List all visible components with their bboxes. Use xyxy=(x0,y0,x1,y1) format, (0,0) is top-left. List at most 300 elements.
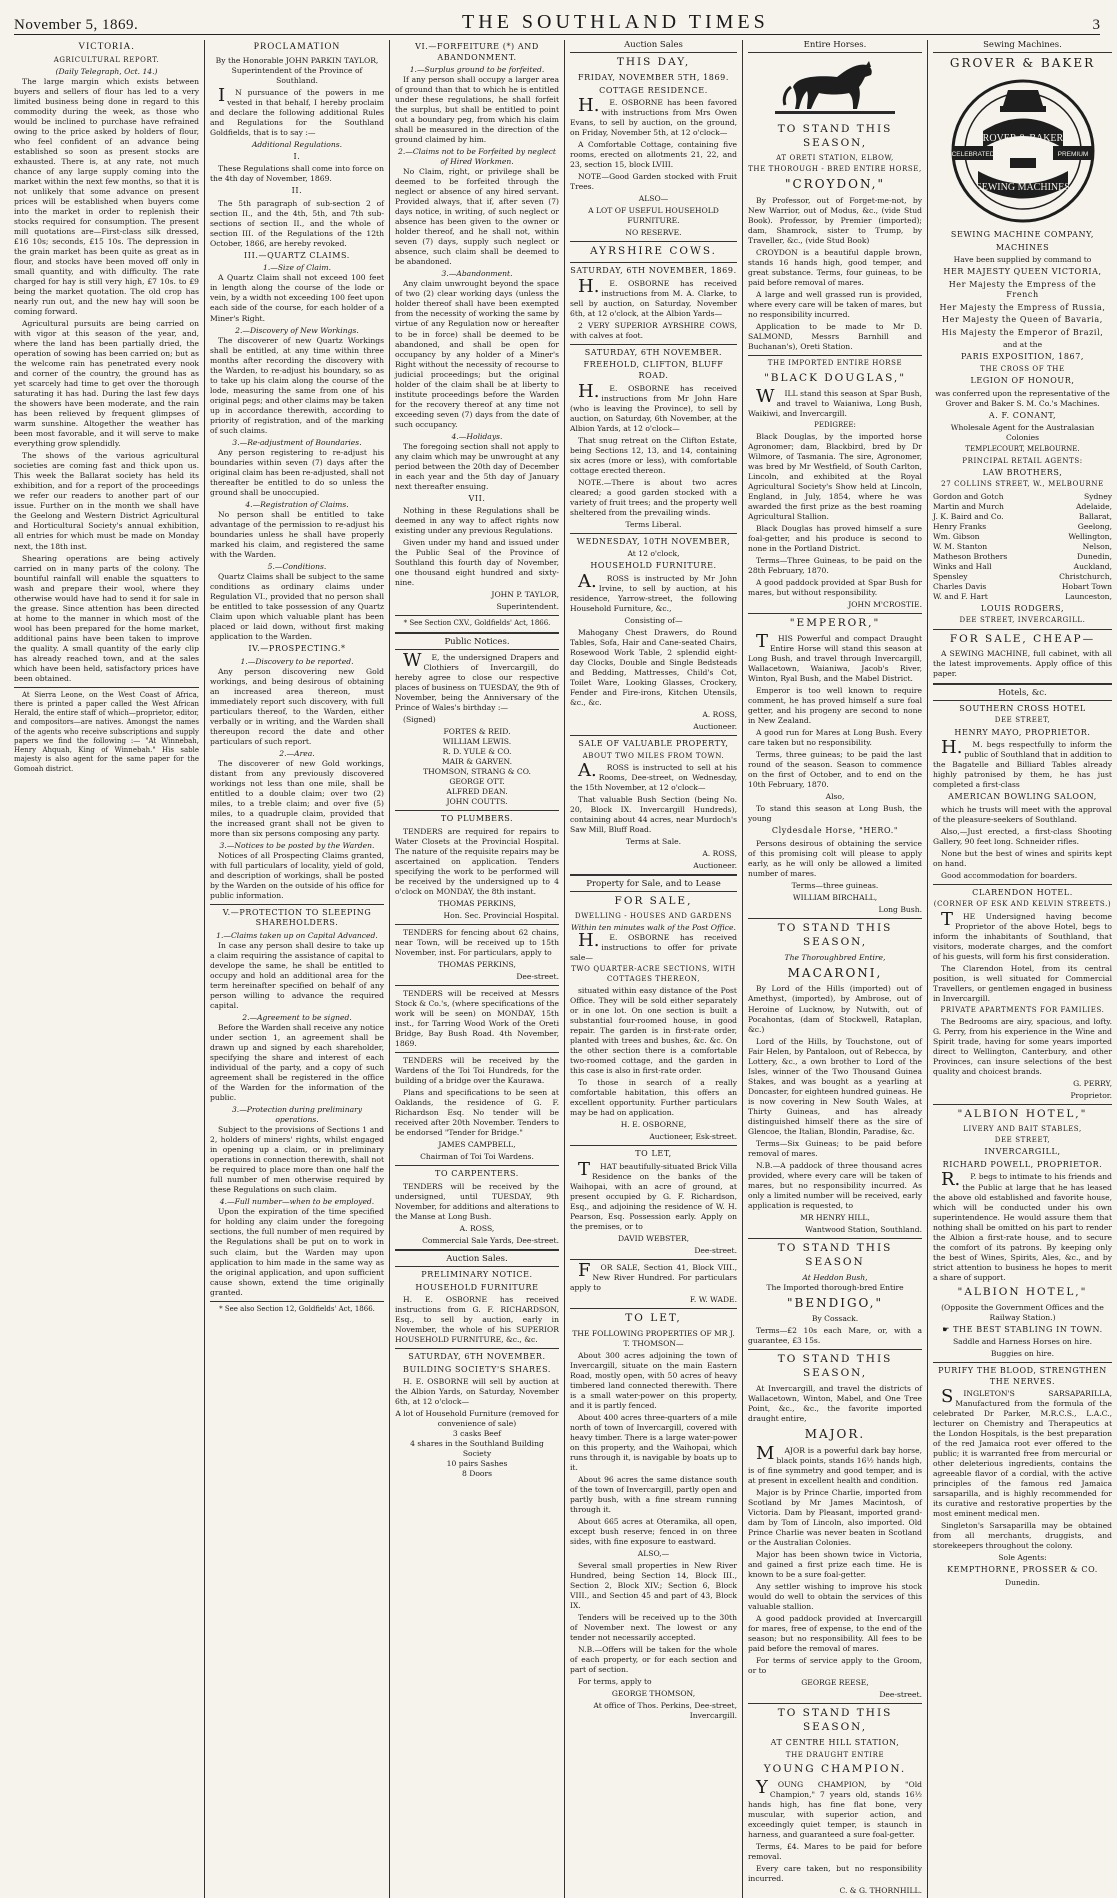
hotel-name: CLARENDON HOTEL. xyxy=(972,887,1073,897)
divider xyxy=(395,810,559,811)
paragraph: Any claim unwrought beyond the space of two (2) clear working days (unless the holder thereof shall have been exempted from the necessity of working the same by virtue of any Regulation now or hereafter to be in force) shall be deemed to be abandoned, and shall be open for occupancy by any holder of a Miner's Right without the necessity of recourse to judicial proceedings; but the original holder of the claim shall be at liberty to institute proceedings before the Warden for the recovery thereof at any time not exceeding seven (7) days from the date of such occupancy. xyxy=(395,279,559,429)
ad-text: Saddle and Harness Horses on hire. xyxy=(952,1337,1093,1347)
agent-town: Hobart Town xyxy=(1061,581,1112,591)
paragraph: Shearing operations are being actively carried on in many parts of the colony. The bountiful rainfall will enable the squatters to wash and prepare their wool, where they otherwise would have had to send it for sale in the grease. Since attention has been directed at home to the manner in which most of the wool has been prepared for the home market, additional pains have been taken to improve the quality. A small quantity of the early clip has already reached town, and at the sales which have been held, satisfactory prices have been obtained. xyxy=(14,553,199,683)
agent-name: A. F. CONANT, xyxy=(988,410,1057,420)
signatory: FORTES & REID. xyxy=(443,727,511,737)
hotel-address: INVERCARGILL, xyxy=(984,1147,1061,1157)
agent: W. and F. Hart xyxy=(933,591,988,601)
notice-heading: TO STAND THIS SEASON, xyxy=(777,123,893,150)
divider xyxy=(748,918,922,919)
subsection-heading: 1.—Discovery to be reported. xyxy=(240,656,354,666)
ad-heading xyxy=(933,1325,1112,1336)
divider xyxy=(748,355,922,356)
list-item xyxy=(933,502,1112,512)
notice-heading: TO STAND THIS SEASON, xyxy=(777,921,893,948)
royal-patron: His Majesty the Emperor of Brazil, xyxy=(941,327,1104,337)
notice-text: H.E. OSBORNE has received instructions from M. A. Clarke, to sell by auction, on Saturday, November 6th, at 12 o'clock, at the Albion Yards— xyxy=(570,275,737,318)
paragraph: Upon the expiration of the time specified for holding any claim under the foregoing sections, the full number of men required by the Regulations shall be put on to work in such claim, but the Warden may upon application to him made in the same way as the original application, and upon sufficient cause shown, extend the time originally granted. xyxy=(210,1207,384,1297)
footnote: * See Section CXV., Goldfields' Act, 1866. xyxy=(403,619,551,628)
column-entire-horses xyxy=(742,40,927,1898)
paragraph: Any person discovering new Gold workings, and being desirous of obtaining an increased area thereon, must immediately report such discovery, with full particulars thereof, to the Warden, either verbally or in writing, and the Warden shall thereupon record the date and other particulars of such report. xyxy=(210,666,384,746)
notice-text: Consisting of— xyxy=(624,615,683,625)
section-number: VII. xyxy=(468,493,486,503)
notice-heading: TO STAND THIS SEASON, xyxy=(777,1353,893,1380)
signatory: GEORGE OTT. xyxy=(449,777,505,787)
ad-text: Good accommodation for boarders. xyxy=(941,870,1078,880)
paragraph: These Regulations shall come into force on the 4th day of November, 1869. xyxy=(210,164,384,184)
notice-heading: THIS DAY, xyxy=(616,56,691,69)
signature: GEORGE THOMSON, xyxy=(611,1689,696,1699)
masthead xyxy=(14,10,1100,35)
list-item: 4 shares in the Southland Building Society xyxy=(410,1439,544,1459)
subsection-heading: 4.—Full number—when to be employed. xyxy=(219,1197,375,1207)
divider xyxy=(933,1362,1112,1363)
horse-name: MAJOR. xyxy=(804,1427,866,1442)
notice-text: By Lord of the Hills (imported) out of Amethyst, (imported), by Ambrose, out of Heroine of Lucknow, by Nutwith, out of Pocahontas, (dam of Stockwell, Rataplan, &c.) xyxy=(748,984,922,1034)
notice-text: Emperor is too well known to require comment, he has proved himself a sure foal getter, and his progeny are second to none in New Zealand. xyxy=(748,686,922,726)
agent: Winks and Hall xyxy=(933,561,992,571)
column-forfeiture xyxy=(389,40,564,1898)
notice-text: TENDERS are required for repairs to Water Closets at the Provincial Hospital. The nature of the requisite repairs may be ascertained on application. Tenders specifying the work to be performed will be received by the undersigned up to 4 o'clock on MONDAY, the 8th instant. xyxy=(395,826,559,896)
section-heading: IV.—PROSPECTING.* xyxy=(248,644,346,653)
hotel-address: (CORNER OF ESK AND KELVIN STREETS.) xyxy=(933,900,1112,909)
stabling-label: THE BEST STABLING IN TOWN. xyxy=(953,1324,1103,1334)
notice-text: NO RESERVE. xyxy=(625,228,682,238)
notice-text: NOTE—Good Garden stocked with Fruit Trees. xyxy=(570,172,737,192)
signature: JOHN M'CROSTIE. xyxy=(848,600,922,610)
notice-text: Also, xyxy=(825,792,845,802)
list-item: 8 Doors xyxy=(461,1469,492,1479)
notice-text: A good paddock provided at Invercargill for mares, free of expense, to the end of the season; but no responsibility. All fees to be paid before the removal of mares. xyxy=(748,1614,922,1654)
section-heading: V.—PROTECTION TO SLEEPING SHAREHOLDERS. xyxy=(222,907,372,928)
paper-title: THE SOUTHLAND TIMES xyxy=(462,11,769,33)
signature-title: Long Bush. xyxy=(878,904,922,914)
paragraph: Quartz Claims shall be subject to the same conditions as ordinary claims under Regulation VI., provided that no person shall be entitled to take possession of any Quartz Claim upon which valuable plant has been placed or laid down, without first making application to the Warden. xyxy=(210,571,384,641)
section-heading: Additional Regulations. xyxy=(251,139,343,149)
signature: JOHN P. TAYLOR, xyxy=(491,590,559,600)
paragraph: No person shall be entitled to take advantage of the permission to re-adjust his boundaries unless he shall have properly marked his claim, and registered the same with the Warden. xyxy=(210,509,384,559)
notice-text: situated within easy distance of the Post Office. They will be sold either separately or in one lot. On one section is built a substantial four-roomed house, in good repair. The garden is in first-rate order, planted with trees and bushes, &c. &c. On the other section there is a comfortable two-roomed cottage, and the garden in this case is also in first-rate order. xyxy=(570,985,737,1075)
footnote: * See also Section 12, Goldfields' Act, 1866. xyxy=(219,1304,375,1313)
subsection-heading: 4.—Registration of Claims. xyxy=(245,499,349,509)
notice-heading: FOR SALE, xyxy=(614,895,693,908)
signature-title: Auctioneer. xyxy=(693,861,737,870)
section-banner: Sewing Machines. xyxy=(933,40,1112,53)
notice-subheading: THE IMPORTED ENTIRE HORSE xyxy=(767,359,903,368)
notice-subheading: AT ORETI STATION, ELBOW, xyxy=(776,153,894,162)
agent: Martin and Murch xyxy=(933,501,1004,511)
divider xyxy=(570,1259,737,1260)
list-item xyxy=(933,562,1112,572)
signature: WILLIAM BIRCHALL, xyxy=(792,892,878,902)
agent-town: Adelaide, xyxy=(1076,501,1112,511)
notice-text: Terms at Sale. xyxy=(625,836,682,846)
subsection-heading: 2.—Agreement to be signed. xyxy=(242,1013,352,1023)
list-item: 10 pairs Sashes xyxy=(446,1459,508,1469)
ad-text: TEMPLECOURT, MELBOURNE. xyxy=(965,445,1080,454)
notice-heading: TO STAND THIS SEASON, xyxy=(777,1707,893,1734)
paragraph: The foregoing section shall not apply to any claim which may be unwrought at any period between the 20th day of December in each year and the 5th day of January next thereafter ensuing. xyxy=(395,441,559,491)
column-proclamation xyxy=(204,40,389,1898)
notice-text: About 400 acres three-quarters of a mile north of town of Invercargill, covered with heavy timber. There is a large water-power on this property, and the Waihopai, which runs through it, is navigable by boats up to it. xyxy=(570,1412,737,1472)
royal-patron: Her Majesty the Queen of Bavaria, xyxy=(942,315,1103,325)
agent-address: 27 COLLINS STREET, W., MELBOURNE xyxy=(941,480,1104,489)
notice-text: Terms, three guineas; to be paid the last round of the season. Season to commence on the first of October, and to end on the 10th February, 1870. xyxy=(748,750,922,790)
agent-town: Christchurch, xyxy=(1059,571,1112,581)
ad-text: H.M. begs respectfully to inform the public of Southland that in addition to the Bagatelle and Billiard Tables already highly patronised by them, he has just completed a first-class xyxy=(933,737,1112,790)
list-item: 3 casks Beef xyxy=(452,1429,502,1439)
hotel-name: SOUTHERN CROSS HOTEL xyxy=(959,703,1086,713)
notice-subheading: The Thoroughbred Entire, xyxy=(784,952,886,962)
list-item xyxy=(933,592,1112,602)
notice-text: THAT beautifully-situated Brick Villa Residence on the banks of the Waihopai, with an acre of ground, at present occupied by G. F. Richardson, Esq., and adjoining the residence of W. H. Pearson, Esq. Possession early. Apply on the premises, or to xyxy=(570,1158,737,1231)
divider xyxy=(395,1052,559,1053)
divider xyxy=(933,884,1112,885)
notice-text: NOTE.—There is about two acres cleared; a good garden stocked with a variety of fruit trees; and the property well sheltered from the prevailing winds. xyxy=(570,477,737,517)
notice-heading: HOUSEHOLD FURNITURE xyxy=(415,1282,539,1292)
paragraph: No Claim, right, or privilege shall be deemed to be forfeited through the neglect or absence of any hired servant. Provided always, that if, after seven (7) days notice, in writing, of such neglect or absence has been given to the owner or holder thereof, and he shall not, within seven (7) days, supply such neglect or absence, such claim shall be deemed to be abandoned. xyxy=(395,167,559,267)
agent: W. M. Stanton xyxy=(933,541,988,551)
divider xyxy=(395,1249,559,1251)
subsection-heading: 2.—Area. xyxy=(279,748,315,758)
agent-town: Sydney xyxy=(1083,491,1112,501)
ad-text: Also,—Just erected, a first-class Shooting Gallery, 90 feet long. Schneider rifles. xyxy=(933,826,1112,846)
divider xyxy=(570,262,737,263)
horse-name: "BLACK DOUGLAS," xyxy=(763,371,907,384)
notice-text: THIS Powerful and compact Draught Entire Horse will stand this season at Long Bush, and travel through Invercargill, Wallacetown, Waianiwa, Jacob's River, Winton, Ryal Bush, and the Mabel District. xyxy=(748,630,922,684)
notice-heading: ABOUT TWO MILES FROM TOWN. xyxy=(582,751,725,760)
page-number: 3 xyxy=(1092,17,1100,33)
notice-heading: FRIDAY, NOVEMBER 5TH, 1869. xyxy=(577,73,730,83)
notice-subheading: THE DRAUGHT ENTIRE xyxy=(785,1750,885,1759)
notice-heading: FREEHOLD, CLIFTON, BLUFF ROAD. xyxy=(583,360,724,380)
signature: H. E. OSBORNE, xyxy=(620,1120,687,1130)
article-source: (Daily Telegraph, Oct. 14.) xyxy=(55,66,158,76)
seal-right-text: PREMIUM xyxy=(1057,151,1088,159)
notice-text: By Professor, out of Forget-me-not, by New Warrior, out of Modus, &c., (vide Stud Book). Professor, by Premier (imported); dam, Shamrock, sister to Trump, by Traveller, &c., (vide Stud Book) xyxy=(748,196,922,246)
ad-text: None but the best of wines and spirits kept on hand. xyxy=(933,848,1112,868)
paragraph: If any person shall occupy a larger area of ground than that to which he is entitled under these regulations, he shall forfeit the surplus, but shall be entitled to point out a boundary peg, from which his claim shall be measured in the direction of the ground claimed by him. xyxy=(395,75,559,145)
notice-text: Application to be made to Mr D. SALMOND, Messrs Barnhill and Buchanan's), Oreti Station. xyxy=(748,322,922,352)
notice-heading: TO PLUMBERS. xyxy=(440,814,514,824)
paragraph: The discoverer of new Gold workings, distant from any previously discovered workings not less than one mile, shall be entitled to a double claim; over two (2) miles, to a treble claim; and over five (5) miles, to a quadruple claim, provided that the increased grant shall not be given to more than six persons composing any party. xyxy=(210,758,384,838)
ad-text: which he trusts will meet with the approval of the pleasure-seekers of Southland. xyxy=(933,804,1112,824)
ad-heading: LEGION OF HONOUR, xyxy=(970,376,1075,386)
signature: THOMAS PERKINS, xyxy=(438,959,516,969)
pointing-hand-icon: ☛ xyxy=(942,1324,954,1334)
notice-heading: TWO QUARTER-ACRE SECTIONS, WITH COTTAGES THEREON, xyxy=(571,965,736,983)
agent-address: Dunedin. xyxy=(1005,1578,1040,1588)
seal-bottom-text: SEWING MACHINES xyxy=(975,182,1070,194)
notice-text: H. E. OSBORNE has received instructions from G. F. RICHARDSON, Esq., to sell by auction, early in November, the whole of his SUPERIOR HOUSEHOLD FURNITURE, &c., &c. xyxy=(395,1295,559,1345)
divider xyxy=(570,1308,737,1309)
subsection-heading: 1.—Size of Claim. xyxy=(263,263,331,273)
hotel-address: DEE STREET, xyxy=(994,1136,1051,1145)
paragraph: Any person registering to re-adjust his boundaries within seven (7) days after the original claim has been re-adjusted, shall not thereafter be entitled to do so unless the ground shall be unoccupied. xyxy=(210,447,384,497)
notice-text: To those in search of a really comfortable habitation, this offers an excellent opportunity. Further particulars may be had on application. xyxy=(570,1078,737,1118)
paragraph: Given under my hand and issued under the Public Seal of the Province of Southland this fourth day of November, one thousand eight hundred and sixty-nine. xyxy=(395,538,559,588)
notice-text: H.E. OSBORNE has received instructions to offer for private sale— xyxy=(570,930,737,963)
paragraph: The 5th paragraph of sub-section 2 of section II., and the 4th, 5th, and 7th sub-sections of section II., and the whole of section III. of the Regulations of the 12th October, 1866, are hereby revoked. xyxy=(210,198,384,248)
notice-text: TENDERS will be received at Messrs Stock & Co.'s, (where specifications of the work will be seen) on MONDAY, 15th inst., for Tarring Wood Work of the Oreti Bridge, Bay Bush Road. 4th November, 1869. xyxy=(395,988,559,1048)
brand-heading: GROVER & BAKER xyxy=(949,56,1096,71)
list-item xyxy=(933,492,1112,502)
notice-text: H.E. OSBORNE has received instructions from Mr John Hare (who is leaving the Province), to sell by auction, on Saturday, 6th November, at the Albion Yards, at 12 o'clock— xyxy=(570,380,737,433)
section-number: II. xyxy=(291,186,303,196)
subsection-heading: 1.—Surplus ground to be forfeited. xyxy=(409,65,545,75)
royal-patron: Her Majesty the Empress of the French xyxy=(948,279,1097,300)
notice-text: MAJOR is a powerful dark bay horse, black points, stands 16½ hands high, is of fine symmetry and good temper, and is at present in excellent health and condition. xyxy=(748,1443,922,1486)
horse-name: "CROYDON," xyxy=(784,177,886,192)
signature: C. & G. THORNHILL. xyxy=(839,1885,922,1895)
notice-text: Mahogany Chest Drawers, do Round Tables, Sofa, Hair and Cane-seated Chairs, Rosewood Work Table, 2 splendid eight-day Clocks, Double and Single Bedsteads and Bedding, Mattresses, Child's Cot, Toilet Ware, Looking Glasses, Crockery, Fender and Fire-irons, Kitchen Utensils, &c., &c. xyxy=(570,627,737,708)
signatory: ALFRED DEAN. xyxy=(446,787,508,797)
notice-text: That snug retreat on the Clifton Estate, being Sections 12, 13, and 14, containing six acres (more or less), with comfortable cottage erected thereon. xyxy=(570,435,737,475)
notice-subheading: Within ten minutes walk of the Post Office. xyxy=(571,923,736,933)
signature-title: Dee-street. xyxy=(879,1690,922,1700)
notice-text: Several small properties in New River Hundred, being Section 14, Block III., Section 2, Block XIV.; Section 6, Block VIII., and Section 45 and part of 43, Block IX. xyxy=(570,1561,737,1611)
paragraph: Before the Warden shall receive any notice under section 1, an agreement shall be drawn up and signed by each shareholder, specifying the share and interest of each individual of the party, and a copy of such agreement shall be registered in the office of the Warden for the information of the public. xyxy=(210,1023,384,1103)
notice-subheading: AT CENTRE HILL STATION, xyxy=(770,1738,900,1748)
signature: JAMES CAMPBELL, xyxy=(438,1140,516,1150)
agent: Gordon and Gotch xyxy=(933,491,1004,501)
section-heading: VI.—FORFEITURE (*) AND ABANDONMENT. xyxy=(415,42,539,62)
divider xyxy=(933,1104,1112,1105)
item-list xyxy=(395,1409,559,1479)
ad-heading: PURIFY THE BLOOD, STRENGTHEN THE NERVES. xyxy=(938,1366,1107,1386)
seal-left-text: CELEBRATED xyxy=(951,151,994,159)
ad-text: was conferred upon the representative of the Grover and Baker S. M. Co.'s Machines. xyxy=(935,388,1110,408)
divider xyxy=(395,924,559,925)
list-item xyxy=(933,552,1112,562)
hotel-subheading: LIVERY AND BAIT STABLES, xyxy=(963,1124,1082,1133)
notice-text: N.B.—A paddock of three thousand acres provided, where every care will be taken of mares, but no responsibility incurred. As only a limited number will be received, early application is requested, to xyxy=(748,1160,922,1210)
notice-heading: BUILDING SOCIETY'S SHARES. xyxy=(402,1364,552,1374)
horse-name: "EMPEROR," xyxy=(789,617,881,630)
agent-town: Launceston, xyxy=(1065,591,1112,601)
subsection-heading: 1.—Claims taken up on Capital Advanced. xyxy=(216,931,378,941)
list-item xyxy=(933,532,1112,542)
agent-name: LOUIS RODGERS, xyxy=(980,603,1065,613)
ad-heading: PARIS EXPOSITION, 1867, xyxy=(960,352,1085,362)
notice-text: Terms, £4. Mares to be paid for before removal. xyxy=(748,1841,922,1861)
signature: F. W. WADE. xyxy=(689,1294,737,1304)
notice-text: Lord of the Hills, by Touchstone, out of Fair Helen, by Pantaloon, out of Rebecca, by Lottery, &c., a own brother to Lord of the Isles, winner of the Two Thousand Guinea Stakes, and was bought as a yearling at Doncaster, for eighteen hundred guineas. He is now covering in New South Wales, at Thirty Guineas, and has already distinguished himself there as the sire of Glencoe, the Italian, Blondin, Paradise, &c. xyxy=(748,1036,922,1136)
notice-text: A good paddock provided at Spar Bush for mares, but without responsibility. xyxy=(748,578,922,598)
hotel-name: "ALBION HOTEL," xyxy=(957,1285,1088,1298)
signature-title: At office of Thos. Perkins, Dee-street, Invercargill. xyxy=(593,1701,737,1721)
paragraph: In case any person shall desire to take up a claim requiring the assistance of capital to develope the same, he shall be entitled to occupy and hold an additional area for the term hereinafter specified on behalf of any person willing to advance the required capital. xyxy=(210,941,384,1011)
subsection-heading: 4.—Holidays. xyxy=(451,431,503,441)
divider xyxy=(395,615,559,616)
ad-heading: FOR SALE, CHEAP— xyxy=(949,632,1096,645)
list-item xyxy=(933,542,1112,552)
notice-heading: HOUSEHOLD FURNITURE. xyxy=(590,561,717,571)
column-auctions xyxy=(564,40,742,1898)
ad-text: Have been supplied by command to xyxy=(953,255,1092,265)
notice-subheading: At Heddon Bush, xyxy=(802,1272,868,1282)
agent: Henry Franks xyxy=(933,521,987,531)
notice-heading: SALE OF VALUABLE PROPERTY, xyxy=(578,739,729,749)
divider xyxy=(748,1238,922,1239)
divider xyxy=(570,735,737,736)
notice-text: Terms Liberal. xyxy=(625,519,682,529)
signature: A. ROSS, xyxy=(702,710,737,720)
ad-text: Wholesale Agent for the Australasian Colonies xyxy=(950,423,1095,443)
signature-title: Dee-street. xyxy=(516,971,559,981)
hotel-name: "ALBION HOTEL," xyxy=(957,1108,1088,1121)
notice-text: TENDERS for fencing about 62 chains, near Town, will be received up to 15th November, inst. For particulars, apply to xyxy=(395,927,559,957)
agent: Wm. Gibson xyxy=(933,531,980,541)
signed-label: (Signed) xyxy=(403,715,436,724)
signatory: MAIR & GARVEN. xyxy=(441,757,513,767)
proclamation-title: PROCLAMATION xyxy=(253,42,341,52)
signature: A. ROSS, xyxy=(459,1223,495,1233)
notice-heading: PRELIMINARY NOTICE. xyxy=(421,1270,533,1280)
ad-text: Buggies on hire. xyxy=(990,1349,1055,1359)
divider xyxy=(570,344,737,345)
notice-text: H.E. OSBORNE has been favored with instructions from Mrs Owen Evans, to sell by auction, on the ground, on Friday, November 5th, at 12 o'clock— xyxy=(570,95,737,138)
notice-subheading: THE THOROUGH - BRED ENTIRE HORSE, xyxy=(748,165,922,174)
section-banner: Hotels, &c. xyxy=(933,688,1112,701)
ad-text: The Clarendon Hotel, from its central position, is well situated for Commercial Travellers, or gentlemen engaged in business in Invercargill. xyxy=(933,963,1112,1003)
horse-name: Clydesdale Horse, "HERO." xyxy=(771,826,899,836)
list-item xyxy=(933,582,1112,592)
notice-text: ALSO— xyxy=(638,194,669,204)
signature: MR HENRY HILL, xyxy=(800,1212,870,1222)
agent-town: Dunedin, xyxy=(1077,551,1112,561)
notice-text: That valuable Bush Section (being No. 20, Block IX. Invercargill Hundreds), containing about 44 acres, near Murdoch's Saw Mill, Bluff Road. xyxy=(570,794,737,834)
subsection-heading: 3.—Re-adjustment of Boundaries. xyxy=(232,437,362,447)
notice-text: WE, the undersigned Drapers and Clothiers of Invercargill, do hereby agree to close our respective places of business on TUESDAY, the 9th of November, being the Anniversary of the Prince of Wales's birthday :— xyxy=(395,649,559,712)
notice-text: Terms—three guineas. xyxy=(791,880,879,890)
signatory: JOHN COUTTS. xyxy=(446,797,508,807)
ad-text: and at the xyxy=(1002,340,1043,350)
notice-text: By Cossack. xyxy=(811,1314,859,1324)
signature: A. ROSS, xyxy=(702,848,737,858)
paragraph: Agricultural pursuits are being carried on with vigor at this season of the year, and, where the land has been partially dried, the operation of sowing has been carried on; but as the welcome rain has penetrated every nook and corner of the country, the ground has as yet scarcely had time to get over the thorough saturating it has had. During the last few days the showers have been moderate, and the rain has been relieved by frequent glimpses of warm sunshine. Altogether the weather has been most favorable, and it will serve to make everything grow splendidly. xyxy=(14,319,199,449)
ad-text: R.P. begs to intimate to his friends and the Public at large that he has leased the above old established and favorite house, which will be conducted under his own superintendence. He would assure them that nothing shall be omitted on his part to render the Albion a first-rate house, and to secure the comfort of its patrons. By keeping only the best of Wines, Spirits, Ales, &c., and by strict attention to business he hopes to merit a share of support. xyxy=(933,1169,1112,1282)
agent-town: Wellington, xyxy=(1068,531,1112,541)
section-banner: Auction Sales xyxy=(570,40,737,53)
ad-heading: THE CROSS OF THE xyxy=(980,365,1065,373)
signatory: THOMSON, STRANG & CO. xyxy=(423,767,531,777)
signature-title: Chairman of Toi Toi Wardens. xyxy=(420,1152,534,1162)
royal-patron: Her Majesty the Empress of Russia, xyxy=(939,302,1106,312)
notice-text: About 300 acres adjoining the town of Invercargill, situate on the main Eastern Road, mostly open, with 50 acres of heavy timbered land connected therewith. There is a small water-power on this property, and it is partly fenced. xyxy=(570,1350,737,1410)
notice-text: To stand this season at Long Bush, the young xyxy=(748,804,922,824)
signatory-list xyxy=(395,727,559,807)
divider xyxy=(395,1348,559,1349)
columns xyxy=(14,40,1112,1895)
notice-text: FOR SALE, Section 41, Block VIII., New River Hundred. For particulars apply to xyxy=(570,1259,737,1292)
signature: THOMAS PERKINS, xyxy=(438,898,516,908)
agent-town: Auckland, xyxy=(1073,561,1112,571)
divider xyxy=(570,874,737,876)
paragraph: IN pursuance of the powers in me vested in that behalf, I hereby proclaim and declare the following additional Rules and Regulations for the Southland Goldfields, that is to say :— xyxy=(210,84,384,137)
hotel-address: DEE STREET, xyxy=(994,716,1051,725)
ad-text: Singleton's Sarsaparilla may be obtained from all merchants, druggists, and storekeepers throughout the colony. xyxy=(933,1521,1112,1551)
horse-name: MACARONI, xyxy=(787,965,883,980)
signatory: WILLIAM LEWIS. xyxy=(442,737,512,747)
notice-text: Terms—Six Guineas; to be paid before removal of mares. xyxy=(748,1138,922,1158)
notice-text: Black Douglas, by the imported horse Agronomer; dam, Blackbird, bred by Dr Wilmore, of Tasmania. The sire, Agronomer, was bred by Mr Westfield, of South Carlton, Lincoln, and exhibited at the Royal Agricultural Society's Show held at Lincoln, England, in July, 1854, where he was awarded the first prize as the best roaming Agricultural Stallion. xyxy=(748,431,922,521)
proclamation-intro: By the Honorable JOHN PARKIN TAYLOR, Superintendent of the Province of Southland. xyxy=(215,55,379,85)
paragraph: Nothing in these Regulations shall be deemed in any way to affect rights now existing under any previous Regulations. xyxy=(395,506,559,536)
divider xyxy=(570,533,737,534)
notice-heading: TO STAND THIS SEASON xyxy=(777,1241,893,1268)
agent: Charles Davis xyxy=(933,581,987,591)
ad-text: (Opposite the Government Offices and the Railway Station.) xyxy=(941,1302,1104,1322)
notice-text: Terms—£2 10s each Mare, or, with a guarantee, £3 15s. xyxy=(748,1326,922,1346)
notice-heading: TO LET, xyxy=(625,1311,682,1324)
notice-heading: THE FOLLOWING PROPERTIES OF MR J. T. THOMSON— xyxy=(572,1328,735,1348)
list-item xyxy=(933,512,1112,522)
signature-title: Proprietor. xyxy=(1070,1091,1112,1101)
notice-heading: DWELLING - HOUSES AND GARDENS xyxy=(574,912,733,921)
ad-heading: PRINCIPAL RETAIL AGENTS: xyxy=(962,456,1083,465)
divider xyxy=(570,1145,737,1146)
ad-text: Sole Agents: xyxy=(998,1553,1047,1563)
notice-text: Major has been shown twice in Victoria, and gained a first prize each time. He is known to be a sure foal-getter. xyxy=(748,1550,922,1580)
agent-address: DEE STREET, INVERCARGILL. xyxy=(959,616,1086,625)
notice-text: TENDERS will be received by the undersigned, until TUESDAY, 9th November, for additions and alterations to the Manse at Long Bush. xyxy=(395,1181,559,1221)
notice-text: A good run for Mares at Long Bush. Every care taken but no responsibility. xyxy=(748,728,922,748)
divider xyxy=(395,1165,559,1166)
list-item xyxy=(933,572,1112,582)
paragraph: The discoverer of new Quartz Workings shall be entitled, at any time within three months after recording the discovery with the Warden, to re-adjust his boundary, so as to take up his claim along the course of the lode, measuring the same from one of his original pegs; and other claims may be taken up in accordance therewith, according to priority of registration, and of the marking of such claims. xyxy=(210,335,384,435)
list-item xyxy=(933,522,1112,532)
notice-heading: WEDNESDAY, 10TH NOVEMBER, xyxy=(576,536,731,546)
agent-name: LAW BROTHERS, xyxy=(982,467,1063,477)
article-title: VICTORIA. xyxy=(78,42,135,52)
signature-title: Hon. Sec. Provincial Hospital. xyxy=(443,910,559,920)
notice-text: A large and well grassed run is provided, where every care will be taken of mares, but no responsibility incurred. xyxy=(748,290,922,320)
section-banner: Auction Sales. xyxy=(395,1254,559,1267)
subsection-heading: 3.—Notices to be posted by the Warden. xyxy=(219,840,375,850)
subsection-heading: 2.—Claims not to be Forfeited by neglect of Hired Workmen. xyxy=(398,147,556,167)
notice-heading: COTTAGE RESIDENCE. xyxy=(599,85,708,95)
agent-town: Ballarat, xyxy=(1078,511,1112,521)
paragraph: A Quartz Claim shall not exceed 100 feet in length along the course of the lode or vein, by a width not exceeding 100 feet upon each side of the course, for each holder of a Miner's Right. xyxy=(210,273,384,323)
paragraph: The shows of the various agricultural societies are coming fast and thick upon us. This week the Ballarat society has held its exhibition, and for a report of the proceedings we refer our readers to another part of our issue. Further on in the month we shall have the Geelong and Western District Agricultural and Horticultural Society's annual exhibition, all entries for which must be made on Monday next, the 18th inst. xyxy=(14,451,199,551)
divider xyxy=(748,1703,922,1704)
subsection-heading: 2.—Discovery of New Workings. xyxy=(235,325,359,335)
company-name: MACHINES xyxy=(995,242,1050,252)
subsection-heading: 3.—Protection during preliminary operations. xyxy=(231,1105,363,1125)
horse-name: "BENDIGO," xyxy=(786,1295,883,1310)
notice-text: CROYDON is a beautiful dapple brown, stands 16 hands high, good temper, and great substance. Terms, four guineas, to be paid before removal of mares. xyxy=(748,248,922,288)
notice-text: The Imported thorough-bred Entire xyxy=(766,1282,904,1292)
issue-date: November 5, 1869. xyxy=(14,17,139,33)
divider xyxy=(210,1301,384,1302)
signatory: R. D. YULE & CO. xyxy=(442,747,512,757)
ad-text: A SEWING MACHINE, full cabinet, with all the latest improvements. Apply office of this paper. xyxy=(933,649,1112,679)
notice-text: TENDERS will be received by the Wardens of the Toi Toi Hundreds, for the building of a bridge over the Kaurawa. xyxy=(395,1056,559,1086)
notice-text: At 12 o'clock, xyxy=(627,549,680,559)
horse-name: YOUNG CHAMPION. xyxy=(763,1762,907,1775)
notice-text: For terms of service apply to the Groom, or to xyxy=(748,1656,922,1676)
divider xyxy=(14,687,199,688)
column-sewing-hotels xyxy=(927,40,1117,1898)
notice-text: A.ROSS is instructed to sell at his Rooms, Dee-street, on Wednesday, the 15th November, at 12 o'clock— xyxy=(570,759,737,792)
notice-text: Tenders will be received up to the 30th of November next. The lowest or any tender not necessarily accepted. xyxy=(570,1613,737,1643)
royal-patron: HER MAJESTY QUEEN VICTORIA, xyxy=(943,267,1102,277)
article-subtitle: AGRICULTURAL REPORT. xyxy=(53,55,160,64)
notice-text: Plans and specifications to be seen at Oaklands, the residence of G. F. Richardson Esq. No tender will be received after 20th November. Tenders to be endorsed "Tender for Bridge." xyxy=(395,1088,559,1138)
company-name: SEWING MACHINE COMPANY, xyxy=(950,230,1095,240)
